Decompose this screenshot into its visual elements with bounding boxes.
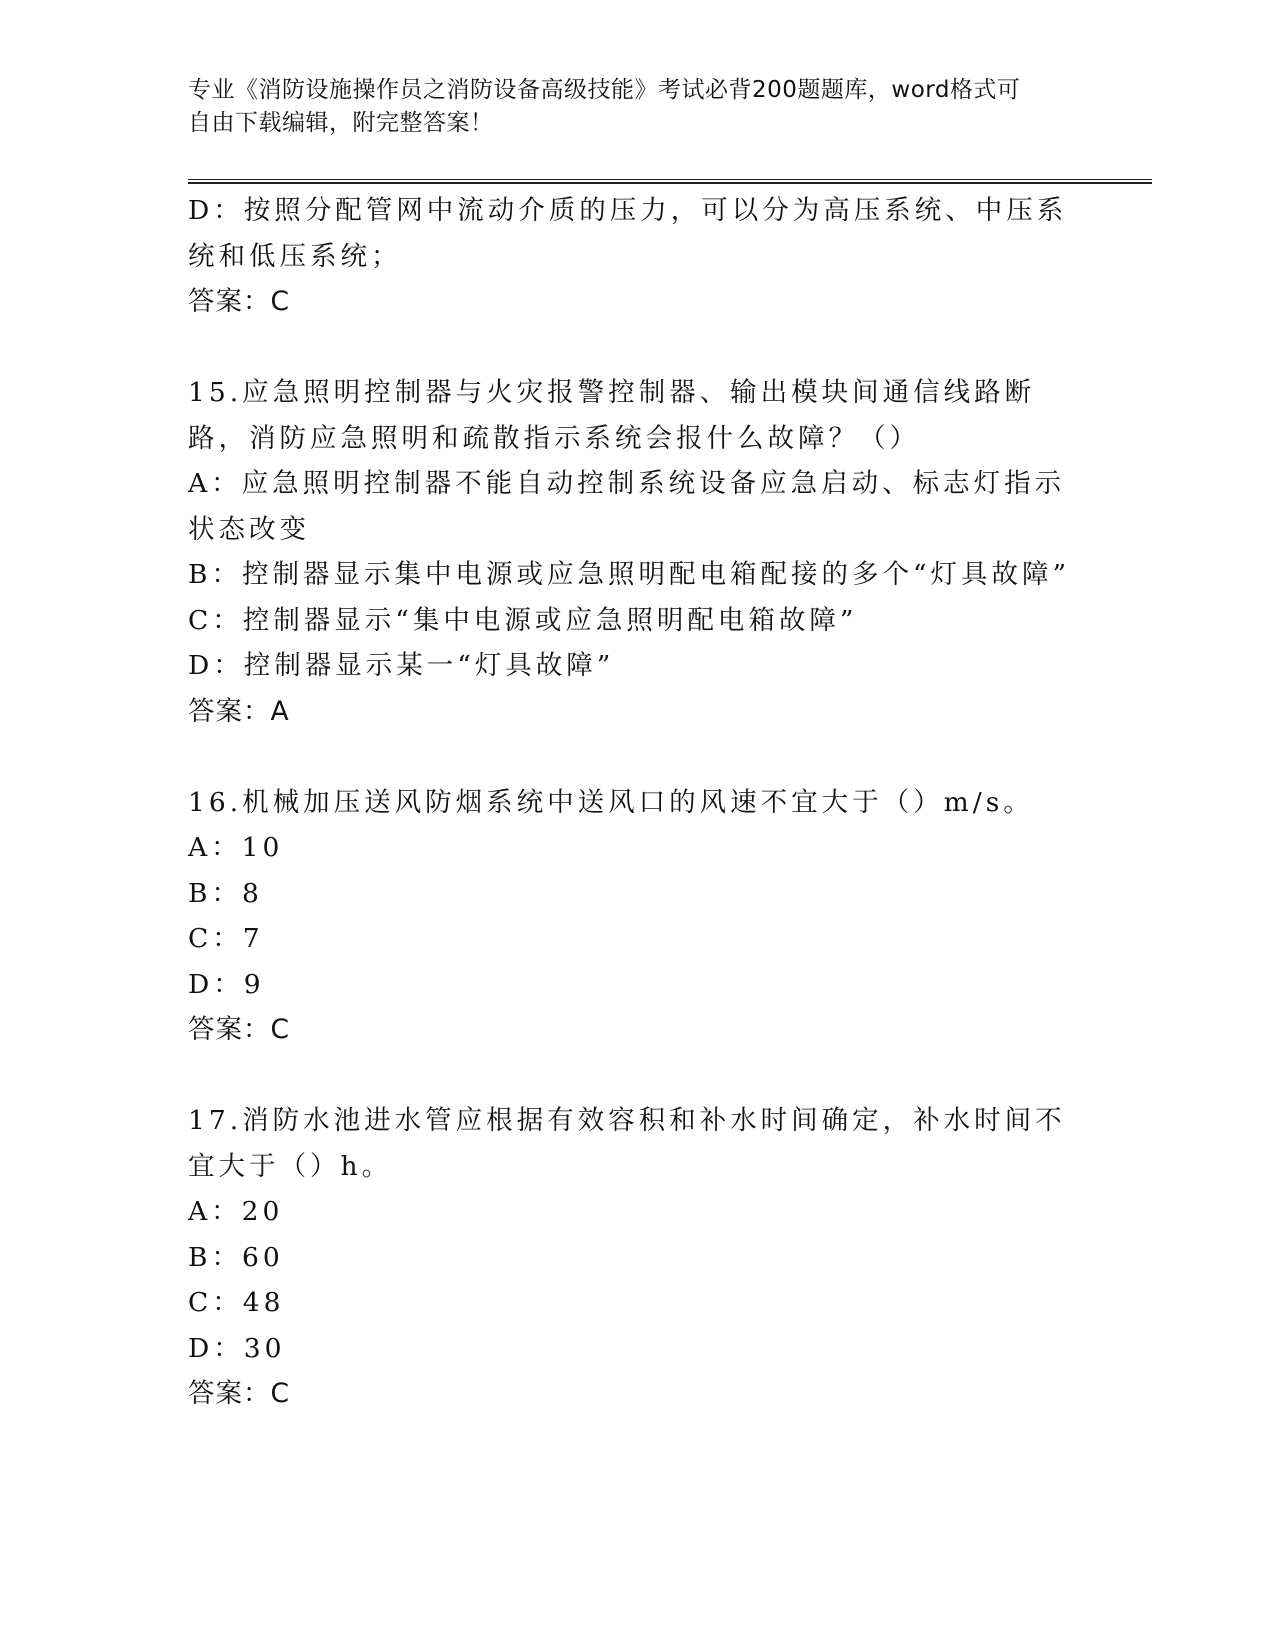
spacer: [188, 1053, 1078, 1099]
answer-line: 答案：C: [188, 1378, 291, 1409]
question-17: [188, 1098, 1078, 1417]
option-b: B：控制器显示集中电源或应急照明配电箱配接的多个“灯具故障”: [188, 559, 1071, 590]
option-d: D：30: [188, 1332, 286, 1364]
option-d: D：控制器显示某一“灯具故障”: [188, 650, 615, 681]
option-b: B：60: [188, 1241, 284, 1273]
option-c: C：控制器显示“集中电源或应急照明配电箱故障”: [188, 604, 858, 636]
document-header: [188, 74, 1088, 140]
option-c: C：48: [188, 1287, 285, 1318]
header-line-1: 专业《消防设施操作员之消防设备高级技能》考试必背200题题库，word格式可: [188, 77, 1021, 103]
answer-line: 答案：C: [188, 1014, 291, 1045]
answer-line: 答案：C: [188, 286, 291, 317]
option-d: D：9: [188, 968, 265, 1000]
option-a: A：20: [188, 1196, 284, 1227]
option-a: A：应急照明控制器不能自动控制系统设备应急启动、标志灯指示状态改变: [188, 468, 1066, 545]
question-content: [188, 188, 1078, 1417]
question-stem: 17.消防水池进水管应根据有效容积和补水时间确定，补水时间不宜大于（）h。: [188, 1105, 1066, 1182]
answer-line: 答案：A: [188, 695, 290, 727]
option-d: D：按照分配管网中流动介质的压力，可以分为高压系统、中压系统和低压系统；: [188, 195, 1068, 272]
question-16: [188, 780, 1078, 1053]
spacer: [188, 734, 1078, 780]
question-stem: 16.机械加压送风防烟系统中送风口的风速不宜大于（）m/s。: [188, 786, 1034, 818]
question-stem: 15.应急照明控制器与火灾报警控制器、输出模块间通信线路断路，消防应急照明和疏散指示系统会报什么故障？（）: [188, 377, 1036, 454]
option-c: C：7: [188, 923, 264, 954]
question-15: [188, 370, 1078, 734]
question-fragment: [188, 188, 1078, 325]
header-line-2: 自由下载编辑，附完整答案！: [188, 110, 494, 136]
header-divider-thick: [188, 182, 1152, 184]
option-b: B：8: [188, 877, 263, 909]
spacer: [188, 325, 1078, 371]
option-a: A：10: [188, 832, 284, 863]
header-divider-thin: [188, 179, 1152, 180]
